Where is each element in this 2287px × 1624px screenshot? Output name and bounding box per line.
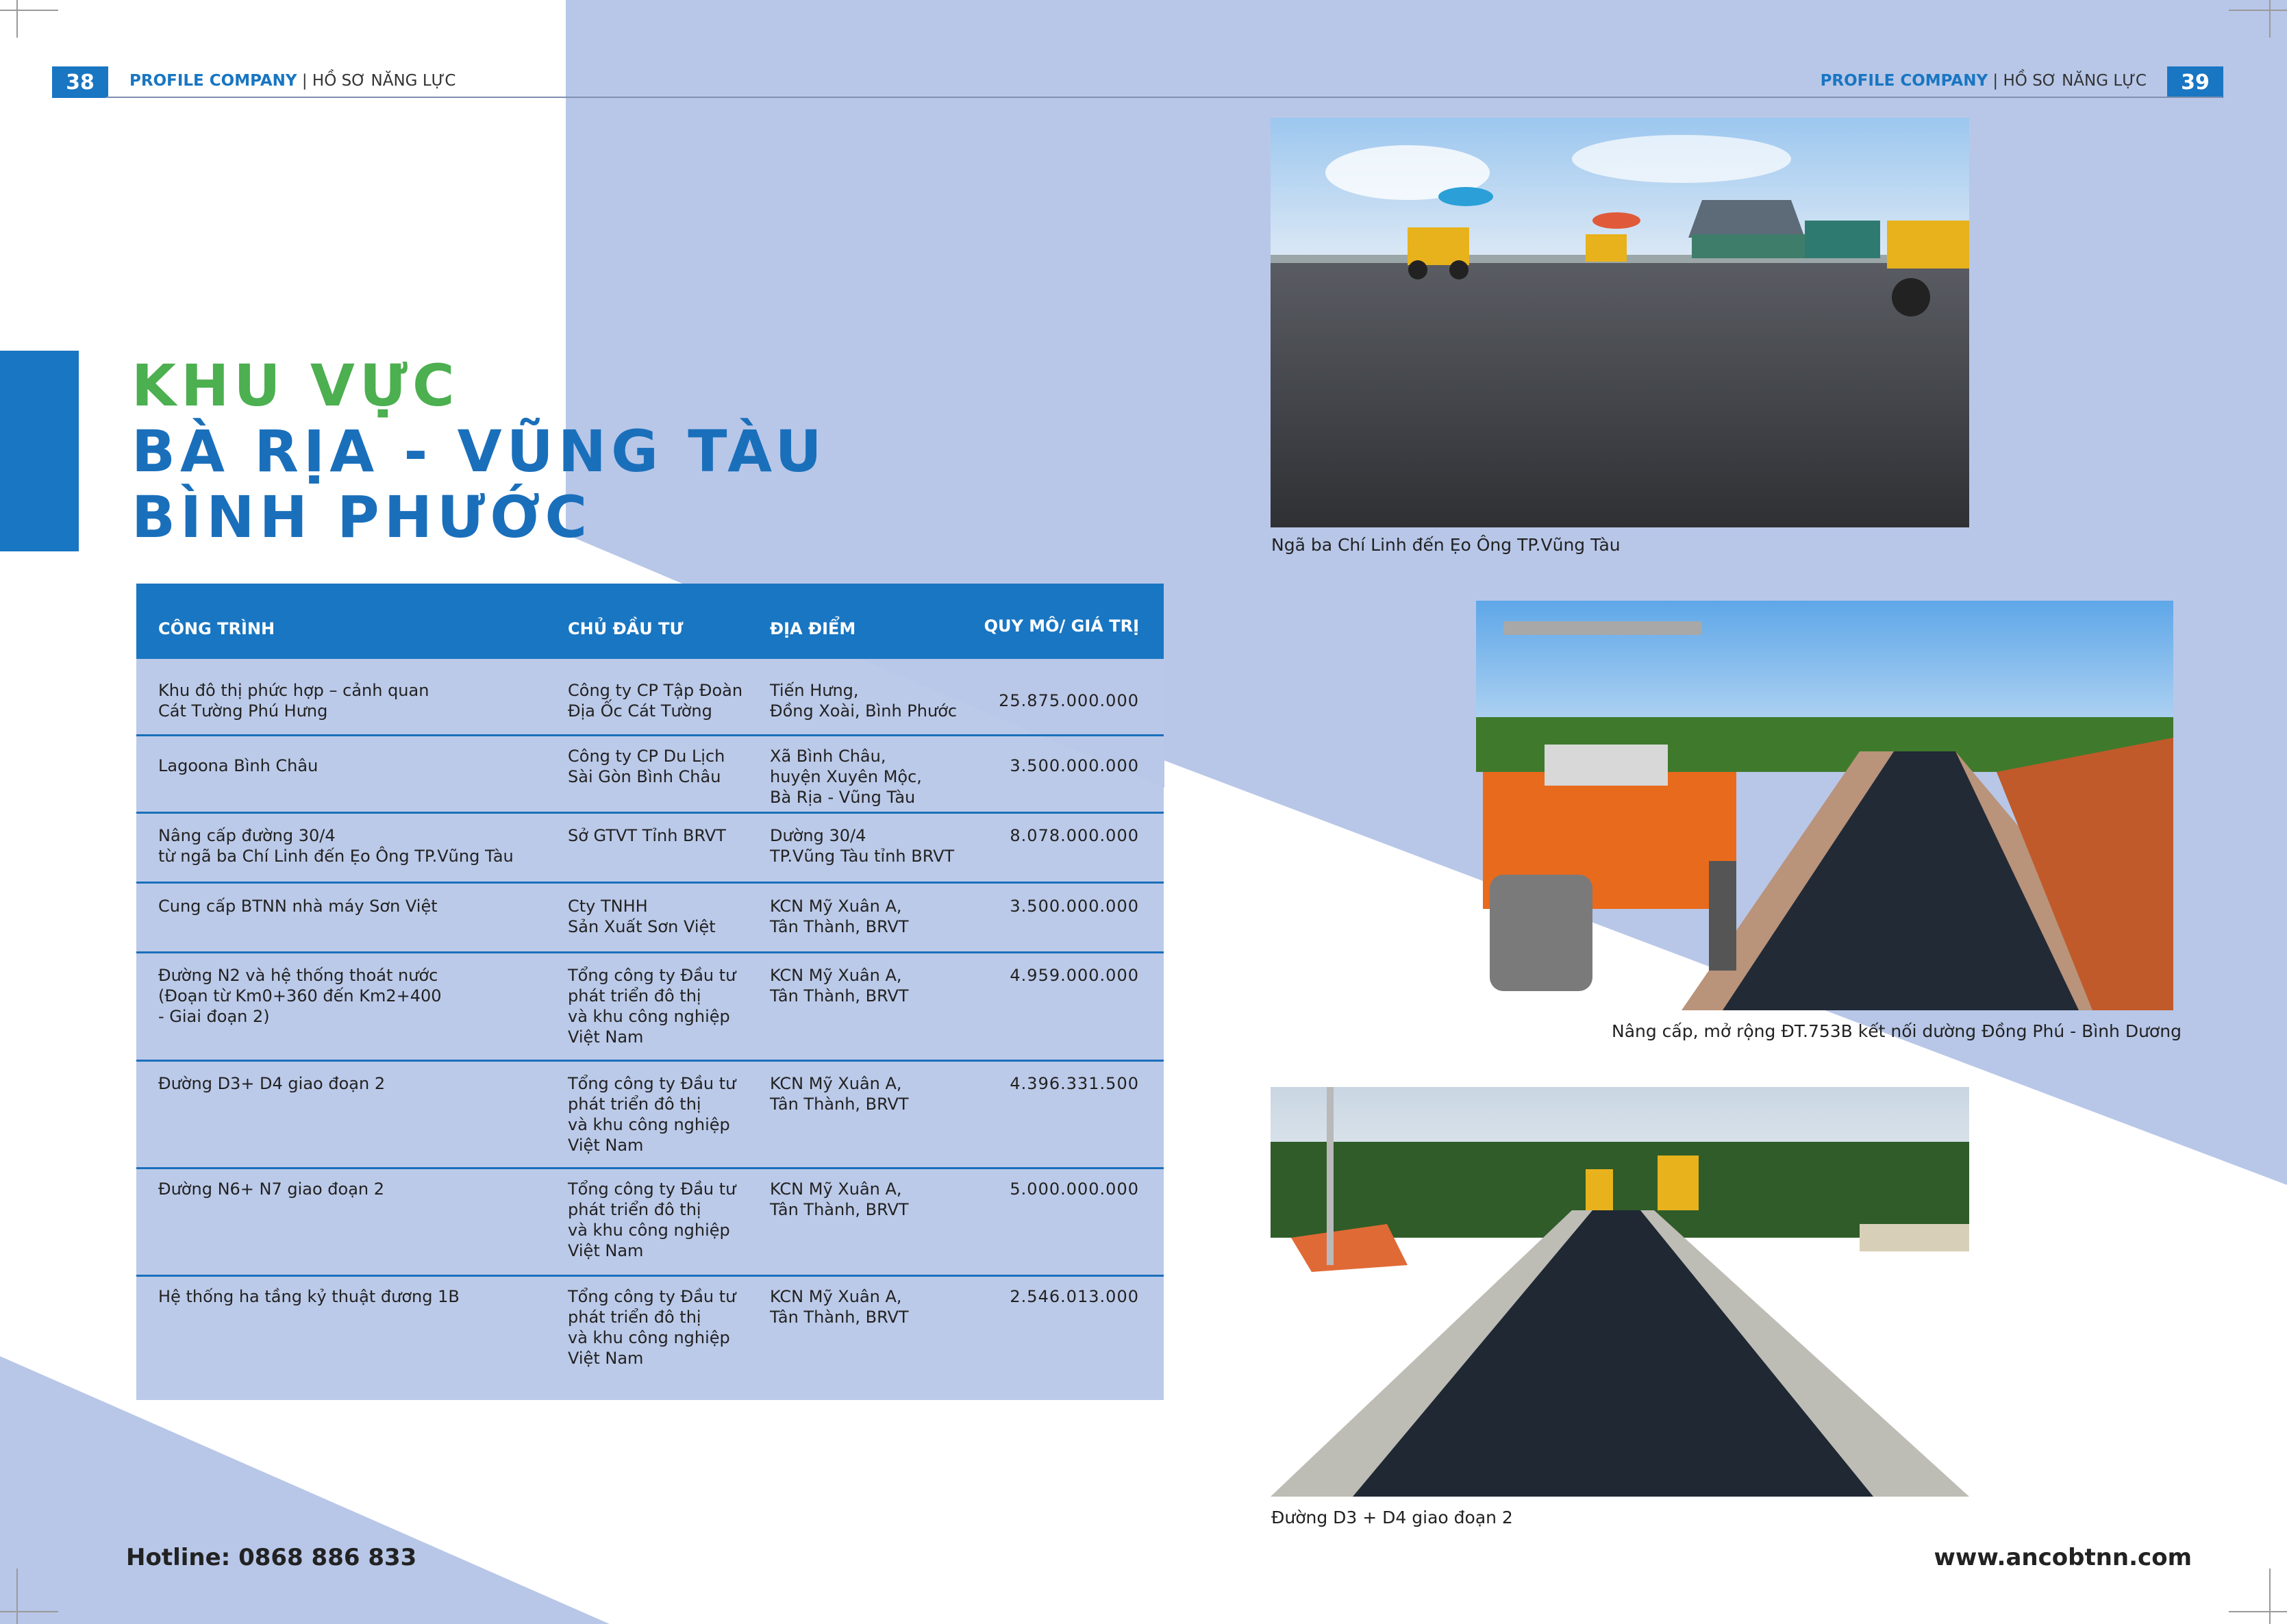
table-row [136, 1169, 1164, 1277]
table-row [136, 814, 1164, 884]
cell-location: Tiến Hưng, Đồng Xoài, Bình Phước [770, 681, 958, 721]
cell-owner: Công ty CP Du Lịch Sài Gòn Bình Châu [568, 747, 725, 786]
table-row [136, 1062, 1164, 1169]
crop-mark [0, 1611, 58, 1612]
project-photo-2 [1476, 601, 2173, 1010]
cell-owner: Cty TNHH Sản Xuất Sơn Việt [568, 897, 716, 936]
cell-location: KCN Mỹ Xuân A, Tân Thành, BRVT [770, 966, 909, 1005]
column-header-project: CÔNG TRÌNH [158, 619, 275, 638]
crop-mark [16, 0, 18, 38]
cell-project: Nâng cấp đường 30/4 từ ngã ba Chí Linh đến Ẹo Ông TP.Vũng Tàu [158, 826, 514, 866]
project-photo-3 [1271, 1087, 1969, 1497]
running-head-right [1821, 71, 2147, 91]
cell-project: Đường N6+ N7 giao đoạn 2 [158, 1179, 385, 1199]
cell-project: Đường D3+ D4 giao đoạn 2 [158, 1074, 386, 1093]
crop-mark [0, 10, 58, 11]
page-number-right: 39 [2167, 66, 2223, 98]
section-title-line-3: BÌNH PHƯỚC [132, 484, 592, 551]
running-head-brand: PROFILE COMPANY [1820, 72, 1988, 90]
table-header [136, 584, 1164, 659]
running-head-brand: PROFILE COMPANY [129, 72, 297, 90]
table-row [136, 736, 1164, 814]
column-header-location: ĐỊA ĐIỂM [770, 619, 856, 638]
cell-location: Xã Bình Châu, huyện Xuyên Mộc, Bà Rịa - Vũng Tàu [770, 747, 922, 807]
header-rule [106, 97, 2223, 98]
cell-project: Lagoona Bình Châu [158, 756, 318, 775]
table-row [136, 659, 1164, 736]
table-row [136, 953, 1164, 1062]
cell-value: 25.875.000.000 [999, 691, 1139, 710]
crop-mark [16, 1569, 18, 1624]
projects-table [136, 584, 1164, 1400]
website-link[interactable]: www.ancobtnn.com [1934, 1544, 2192, 1571]
cell-owner: Tổng công ty Đầu tư phát triển đô thị và khu công nghiệp Việt Nam [568, 1074, 736, 1155]
cell-owner: Công ty CP Tập Đoàn Địa Ốc Cát Tường [568, 681, 743, 721]
cell-location: KCN Mỹ Xuân A, Tân Thành, BRVT [770, 1179, 909, 1219]
table-row [136, 1277, 1164, 1400]
page-number-left: 38 [52, 66, 108, 98]
running-head-separator: | [297, 72, 312, 90]
cell-owner: Tổng công ty Đầu tư phát triển đô thị và khu công nghiệp Việt Nam [568, 966, 736, 1047]
table-row [136, 884, 1164, 953]
cell-value: 8.078.000.000 [1010, 826, 1139, 845]
cell-project: Đường N2 và hệ thống thoát nước (Đoạn từ Km0+360 đến Km2+400 - Giai đoạn 2) [158, 966, 442, 1026]
cell-location: Dường 30/4 TP.Vũng Tàu tỉnh BRVT [770, 826, 955, 866]
crop-mark [2269, 0, 2271, 38]
cell-value: 4.396.331.500 [1010, 1074, 1139, 1093]
cell-location: KCN Mỹ Xuân A, Tân Thành, BRVT [770, 1074, 909, 1114]
cell-value: 3.500.000.000 [1010, 756, 1139, 775]
cell-value: 4.959.000.000 [1010, 966, 1139, 985]
cell-project: Khu đô thị phức hợp – cảnh quan Cát Tường Phú Hưng [158, 681, 429, 721]
photo-caption-3: Đường D3 + D4 giao đoạn 2 [1271, 1508, 1513, 1527]
cell-value: 2.546.013.000 [1010, 1287, 1139, 1306]
photo-caption-1: Ngã ba Chí Linh đến Ẹo Ông TP.Vũng Tàu [1271, 535, 1621, 555]
cell-owner: Sở GTVT Tỉnh BRVT [568, 826, 726, 845]
accent-bar [0, 351, 79, 551]
section-title-line-1: KHU VỰC [132, 352, 460, 419]
cell-owner: Tổng công ty Đầu tư phát triển đô thị và khu công nghiệp Việt Nam [568, 1179, 736, 1260]
column-header-owner: CHỦ ĐẦU TƯ [568, 619, 684, 638]
cell-project: Hệ thống ha tầng kỷ thuật đương 1B [158, 1287, 460, 1306]
section-title-line-2: BÀ RỊA - VŨNG TÀU [132, 418, 827, 485]
running-head-separator: | [1988, 72, 2003, 90]
cell-owner: Tổng công ty Đầu tư phát triển đô thị và khu công nghiệp Việt Nam [568, 1287, 736, 1368]
cell-project: Cung cấp BTNN nhà máy Sơn Việt [158, 897, 438, 916]
column-header-value: QUY MÔ/ GIÁ TRỊ [984, 616, 1139, 636]
photo-caption-2: Nâng cấp, mở rộng ĐT.753B kết nối dường Đồng Phú - Bình Dương [1612, 1021, 2182, 1041]
crop-mark [2229, 1611, 2287, 1612]
project-photo-1 [1271, 118, 1969, 527]
cell-value: 3.500.000.000 [1010, 897, 1139, 916]
crop-mark [2229, 10, 2287, 11]
cell-value: 5.000.000.000 [1010, 1179, 1139, 1199]
cell-location: KCN Mỹ Xuân A, Tân Thành, BRVT [770, 897, 909, 936]
hotline-text: Hotline: 0868 886 833 [126, 1544, 417, 1571]
running-head-left [129, 71, 455, 91]
running-head-subtitle: HỒ SƠ NĂNG LỰC [312, 72, 456, 90]
running-head-subtitle: HỒ SƠ NĂNG LỰC [2003, 72, 2147, 90]
cell-location: KCN Mỹ Xuân A, Tân Thành, BRVT [770, 1287, 909, 1327]
crop-mark [2269, 1569, 2271, 1624]
